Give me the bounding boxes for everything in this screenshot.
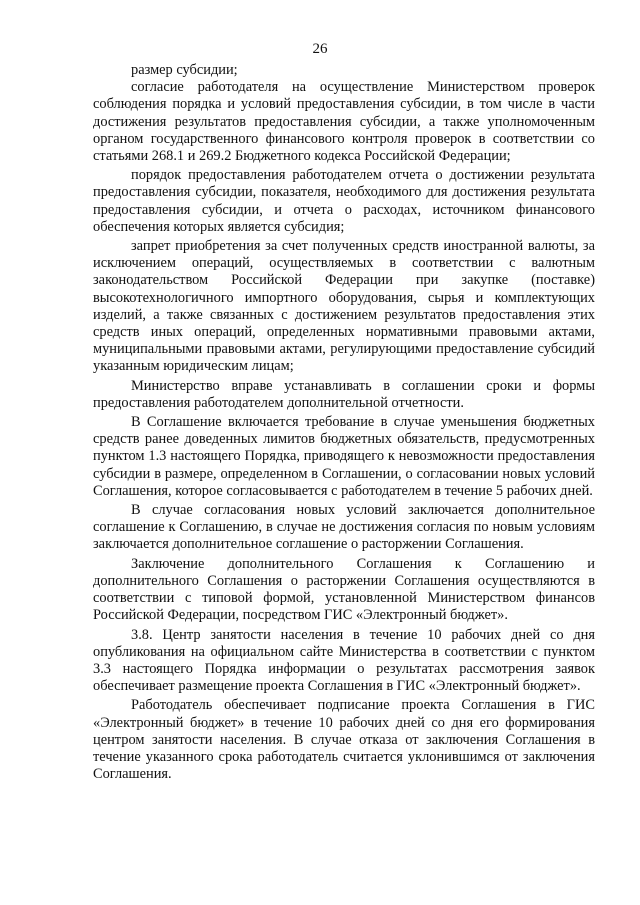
paragraph: Министерство вправе устанавливать в соглашении сроки и формы предоставления работодателем дополнительной отчетности.	[93, 377, 595, 411]
paragraph: 3.8. Центр занятости населения в течение 10 рабочих дней со дня опубликования на официальном сайте Министерства в соответствии с пунктом 3.3 настоящего Порядка информации о результатах рассмотрения заявок обеспечивает размещение проекта Соглашения в ГИС «Электронный бюджет».	[93, 626, 595, 695]
paragraph: порядок предоставления работодателем отчета о достижении результата предоставления субсидии, показателя, необходимого для достижения результата предоставления субсидии, и отчета о расходах, источником финансового обеспечения которых является субсидия;	[93, 167, 595, 235]
paragraph: размер субсидии;	[131, 62, 238, 78]
document-body	[93, 62, 595, 783]
paragraph: В Соглашение включается требование в случае уменьшения бюджетных средств ранее доведенных лимитов бюджетных обязательств, предусмотренных пунктом 1.3 настоящего Порядка, приводящего к невозможности предоставления субсидии в размере, определенном в Соглашении, о согласовании новых условий Соглашения, которое согласовывается с работодателем в течение 5 рабочих дней.	[93, 414, 595, 499]
paragraph: Работодатель обеспечивает подписание проекта Соглашения в ГИС «Электронный бюджет» в течение 10 рабочих дней со дня его формирования центром занятости населения. В случае отказа от заключения Соглашения в течение указанного срока работодатель считается уклонившимся от заключения Соглашения.	[93, 697, 595, 783]
paragraph: Заключение дополнительного Соглашения к Соглашению и дополнительного Соглашения о расторжении Соглашения осуществляются в соответствии с типовой формой, установленной Министерством финансов Российской Федерации, посредством ГИС «Электронный бюджет».	[93, 555, 595, 624]
paragraph: согласие работодателя на осуществление Министерством проверок соблюдения порядка и условий предоставления субсидии, в том числе в части достижения результатов предоставления субсидии, а также уполномоченным органом государственного финансового контроля проверок в соответствии со статьями 268.1 и 269.2 Бюджетного кодекса Российской Федерации;	[93, 79, 595, 165]
page-number: 26	[312, 41, 328, 57]
paragraph: В случае согласования новых условий заключается дополнительное соглашение к Соглашению, в случае не достижения согласия по новым условиям заключается дополнительное соглашение о расторжении Соглашения.	[93, 502, 595, 553]
paragraph: запрет приобретения за счет полученных средств иностранной валюты, за исключением операций, осуществляемых в соответствии с валютным законодательством Российской Федерации при закупке (поставке) высокотехнологичного импортного оборудования, сырья и комплектующих изделий, а также связанных с достижением результатов предоставления этих средств иных операций, определенных нормативными правовыми актами, муниципальными правовыми актами, регулирующими предоставление субсидий указанным юридическим лицам;	[93, 238, 595, 375]
